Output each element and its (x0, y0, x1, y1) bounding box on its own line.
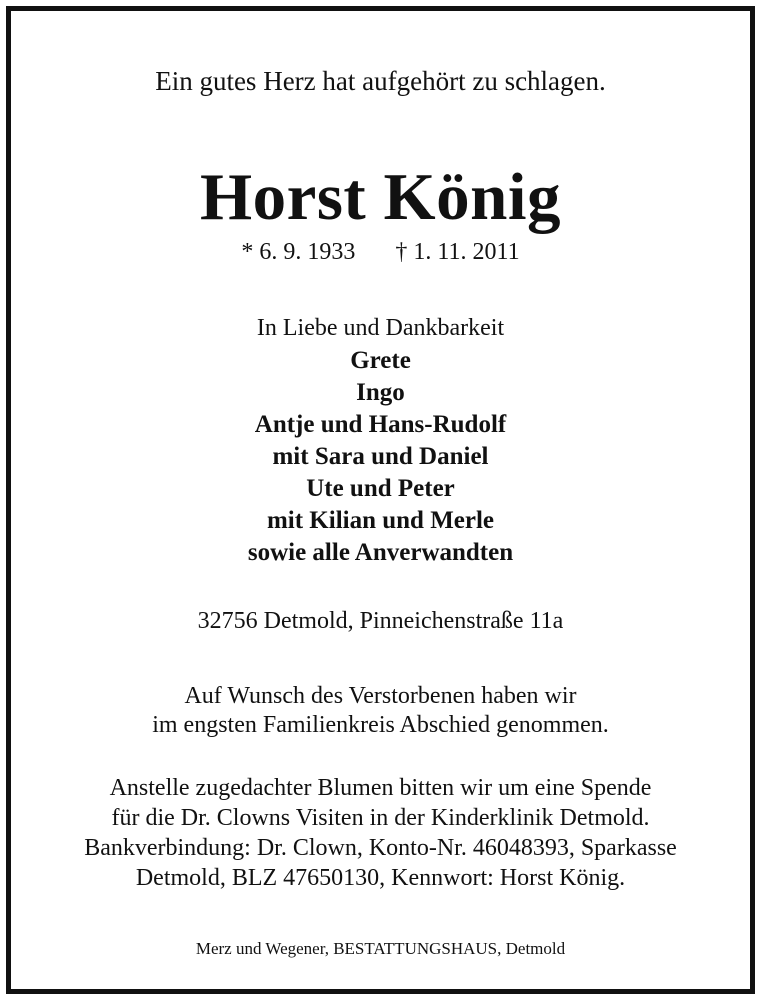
donation-line: Detmold, BLZ 47650130, Kennwort: Horst König. (135, 865, 626, 891)
mourner-line: Ingo (356, 379, 405, 406)
mourner-line: sowie alle Anverwandten (247, 539, 514, 566)
mourner-line: mit Kilian und Merle (266, 507, 495, 534)
donation-request (21, 773, 740, 893)
obituary-content (21, 21, 740, 979)
farewell-notice (21, 682, 740, 740)
deceased-name: Horst König (200, 160, 561, 234)
mourner-line: Antje und Hans-Rudolf (254, 411, 507, 438)
mourners-list (21, 345, 740, 569)
obituary-border (6, 6, 755, 994)
notice-line: Auf Wunsch des Verstorbenen haben wir (184, 683, 577, 709)
mourners-intro: In Liebe und Dankbarkeit (256, 315, 505, 341)
mourner-line: Ute und Peter (306, 475, 455, 502)
funeral-home-credit: Merz und Wegener, BESTATTUNGSHAUS, Detmold (195, 939, 566, 958)
motto-text: Ein gutes Herz hat aufgehört zu schlagen. (155, 66, 606, 96)
death-date: † 1. 11. 2011 (395, 239, 520, 265)
birth-date: * 6. 9. 1933 (241, 239, 356, 265)
donation-line: Anstelle zugedachter Blumen bitten wir um eine Spende (109, 775, 652, 801)
family-address: 32756 Detmold, Pinneichenstraße 11a (197, 608, 564, 634)
donation-line: Bankverbindung: Dr. Clown, Konto-Nr. 46048393, Sparkasse (84, 835, 677, 861)
mourner-line: mit Sara und Daniel (272, 443, 489, 470)
mourner-line: Grete (350, 347, 411, 374)
notice-line: im engsten Familienkreis Abschied genommen. (152, 712, 609, 738)
donation-line: für die Dr. Clowns Visiten in der Kinderklinik Detmold. (111, 805, 650, 831)
life-dates (21, 239, 740, 266)
